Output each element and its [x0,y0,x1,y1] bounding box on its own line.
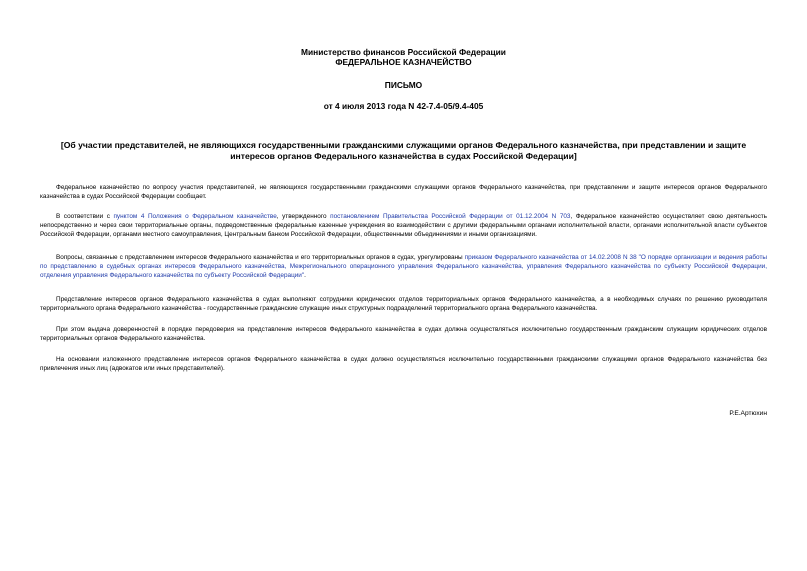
ministry-name: Министерство финансов Российской Федерации [301,47,506,57]
document-date-number: от 4 июля 2013 года N 42-7.4-05/9.4-405 [323,101,484,111]
paragraph-2-text-b: , утвержденного [276,213,331,220]
paragraph-4: Представление интересов органов Федерального казначейства в судах выполняют сотрудники юридических отделов территориальных органов Федерального казначейства, а в необходимых случаях по решению руководителя территориального органа Федерального казначейства - государственные гражданские служащие иных структурных подразделений территориального органа Федерального казначейства. [40,296,767,312]
paragraph-6: На основании изложенного представление интересов органов Федерального казначейства в судах должно осуществляться исключительно государственными гражданскими служащими органов Федерального казначейства без привлечения иных лиц (адвокатов или иных представителей). [40,356,767,372]
agency-name: ФЕДЕРАЛЬНОЕ КАЗНАЧЕЙСТВО [335,57,472,67]
link-treasury-order[interactable]: приказом Федерального казначейства от 14.02.2008 N 38 "О порядке организации и ведения работы по представлению в судебных органах интересов Федерального казначейства, Межрегионального операционного управления Федерального казначейства, управления Федерального казначейства по субъекту Российской Федерации, отделения управления Федерального казначейства по субъекту Российской Федерации" [40,254,767,279]
paragraph-2-text-c: , Федеральное казначейство осуществляет свою деятельность непосредственно и через свои территориальные органы, подведомственные федеральные казенные учреждения во взаимодействии с другими федеральными органами исполнительной власти, органами исполнительной власти субъектов Российской Федерации, органами местного самоуправления, Центральным банком Российской Федерации, общественными объединениями и иными организациями. [40,213,768,238]
link-government-decree[interactable]: постановлением Правительства Российской Федерации от 01.12.2004 N 703 [330,213,571,220]
paragraph-3-text-a: Вопросы, связанные с представлением интересов Федерального казначейства и его территориальных органов в судах, урегулированы [56,254,465,261]
paragraph-5: При этом выдача доверенностей в порядке передоверия на представление интересов Федерального казначейства в судах должна осуществляться исключительно государственным гражданским служащим юридических отделов территориальных органов Федерального казначейства. [40,326,767,342]
document-type: ПИСЬМО [384,80,423,90]
paragraph-1: Федеральное казначейство по вопросу участия представителей, не являющихся государственными гражданскими служащими органов Федерального казначейства, при представлении и защите интересов органов Федерального казначейства в судах Российской Федерации сообщает. [40,184,767,200]
paragraph-3 [40,253,767,280]
paragraph-2-text-a: В соответствии с [56,213,114,220]
link-regulation-item-4[interactable]: пунктом 4 Положения о Федеральном казначействе [113,213,277,220]
signature: Р.Е.Артюхин [729,410,767,417]
document-title: [Об участии представителей, не являющихся государственными гражданскими служащими органов Федерального казначейства, при представлении и защите интересов органов Федерального казначейства в судах Российской Федерации] [60,140,747,161]
paragraph-2 [40,212,767,239]
paragraph-3-text-b: . [304,272,306,279]
